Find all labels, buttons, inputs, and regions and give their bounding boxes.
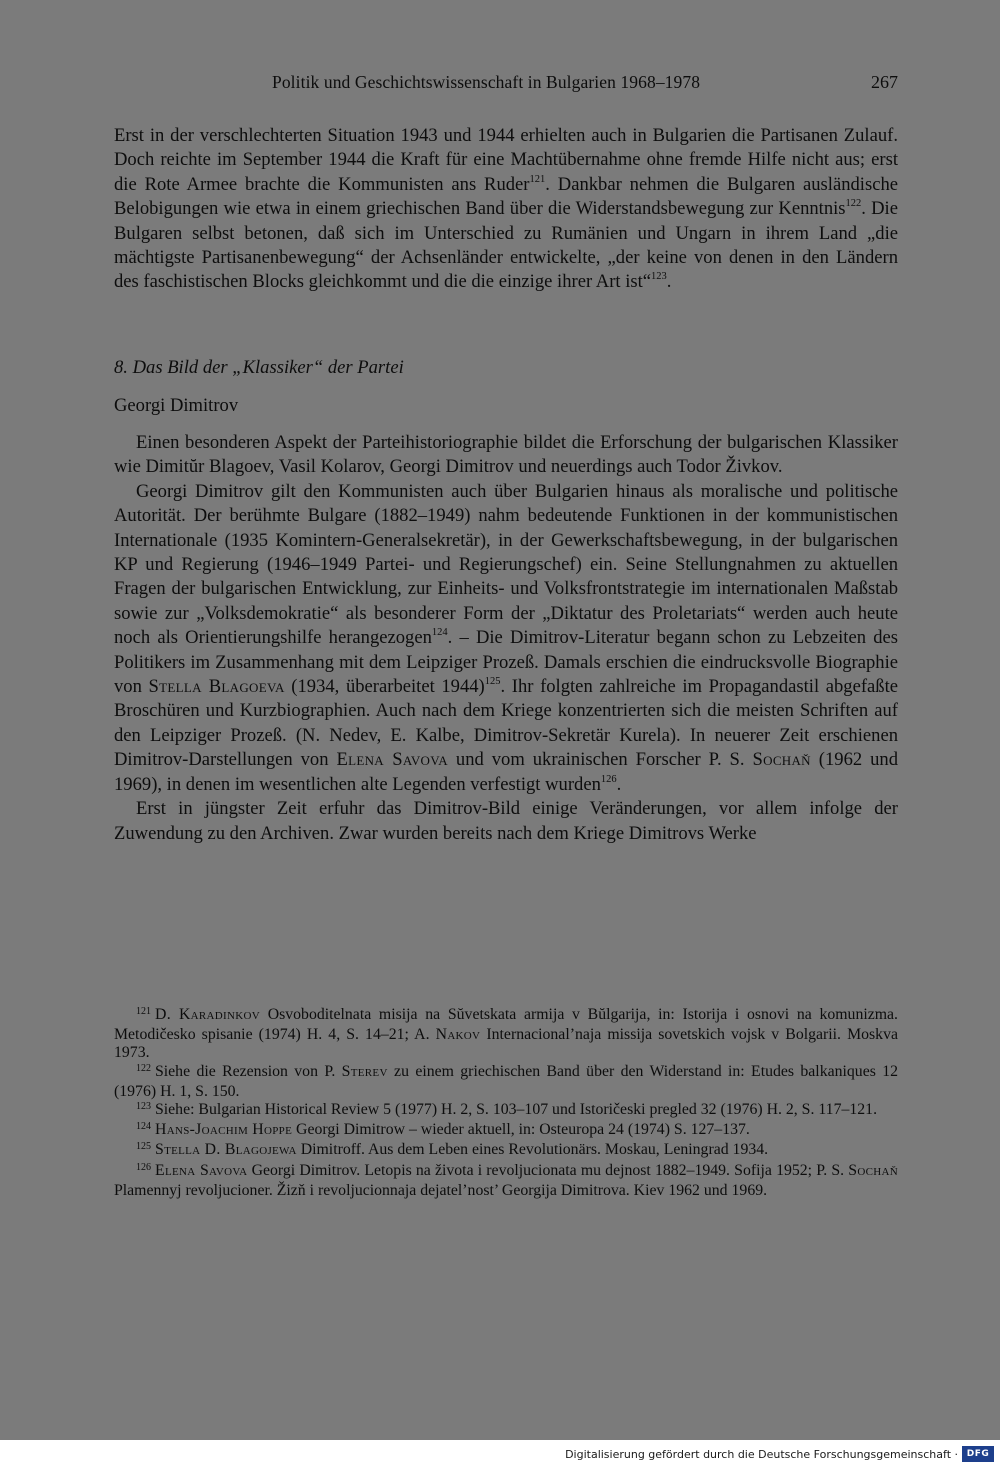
author-name: Sochaň (848, 1161, 898, 1179)
footnote-text: Siehe: Bulgarian Historical Review 5 (1977) H. 2, S. 103–107 und Istoričeski pregled 32 (1976) H. 2, S. 117–121. (155, 1101, 878, 1119)
text-segment: und vom ukrainischen Forscher P. S. (447, 749, 753, 771)
author-name: D. Karadinkov (155, 1006, 260, 1023)
footnote-text: Georgi Dimitrov. Letopis na života i revoljucionata mu dejnost 1882–1949. Sofija 1952; P. S. (247, 1161, 849, 1179)
text-segment: Erst in der verschlechterten Situation 1943 und 1944 erhielten auch in Bulgarien die Partisanen Zulauf. Doch reichte im September 1944 die Kraft für eine Machtübernahme ohne fremde Hilfe nicht aus; erst die Rote Armee brachte die Kommunisten ans Ruder (114, 125, 898, 195)
footnote-ref-121[interactable]: 121 (529, 173, 546, 185)
footnote-126 (114, 1162, 898, 1200)
footnote-ref-123[interactable]: 123 (651, 271, 667, 283)
author-name: Elena Savova (336, 749, 448, 771)
paragraph-dimitrov (114, 480, 898, 797)
text-segment: . (666, 271, 672, 293)
author-name: Stella D. Blagojewa (155, 1141, 297, 1159)
footnote-123 (114, 1101, 898, 1121)
author-name: Elena Savova (155, 1161, 248, 1179)
footnote-number: 122 (136, 1062, 151, 1074)
paragraph-partisans (114, 124, 898, 295)
page-number: 267 (871, 72, 898, 92)
footnote-text: Plamennyj revoljucioner. Žizň i revoljucionnaja dejatel’nost’ Georgija Dimitrova. Kiev 1962 und 1969. (114, 1181, 768, 1199)
author-name: Stella Blagoeva (148, 676, 285, 698)
text-segment: . Die Bulgaren selbst betonen, daß sich im Unterschied zu Rumänien und Ungarn in ihrem Land „die mächtigste Partisanenbewegung“ der Achsenländer entwickelte, „der keine von denen in den Ländern des faschistischen Blocks gleichkommt und die die einzige ihrer Art ist“ (114, 198, 898, 293)
footnote-text: Dimitroff. Aus dem Leben eines Revolutionärs. Moskau, Leningrad 1934. (296, 1141, 769, 1159)
text-segment: Georgi Dimitrov gilt den Kommunisten auch über Bulgarien hinaus als moralische und politische Autorität. Der berühmte Bulgare (1882–1949) nahm bedeutende Funktionen in der kommunistischen Internationale (1935 Komintern-Generalsekretär), in der Gewerkschaftsbewegung, in der bulgarischen KP und Regierung (1946–1949 Partei- und Regierungschef) ein. Seine Stellungnahmen zu aktuellen Fragen der bulgarischen Entwicklung, zur Einheits- und Volksfrontstrategie im internationalen Maßstab sowie zur „Volksdemokratie“ als besonderer Form der „Diktatur des Proletariats“ werden auch heute noch als Orientierungshilfe herangezogen (114, 480, 898, 649)
running-header (114, 72, 898, 96)
main-text-block (114, 431, 898, 846)
footnote-ref-124[interactable]: 124 (431, 627, 448, 639)
footnote-124 (114, 1121, 898, 1141)
text-segment: (1934, überarbeitet 1944) (284, 676, 485, 698)
footnote-text: Siehe die Rezension von P. (155, 1062, 342, 1080)
text-segment: . Ihr folgten zahlreiche im Propagandastil abgefaßte Broschüren und Kurzbiographien. Auch nach dem Kriege konzentrierten sich die meisten Schriften auf den Leipziger Prozeß. (N. Nedev, E. Kalbe, Dimitrov-Sekretär Kurela). In neuerer Zeit erschienen Dimitrov-Darstellungen von (114, 676, 898, 771)
section-heading: 8. Das Bild der „Klassiker“ der Partei (114, 357, 404, 378)
author-name: Hans-Joachim Hoppe (155, 1121, 293, 1139)
footnote-number: 124 (136, 1121, 151, 1133)
digitization-footer (0, 1440, 1000, 1470)
text-segment: (1962 und 1969), in denen im wesentlichen alte Legenden verfestigt wurden (114, 749, 899, 795)
paragraph-klassiker: Einen besonderen Aspekt der Parteihistoriographie bildet die Erforschung der bulgarischen Klassiker wie Dimitŭr Blagoev, Vasil Kolarov, Georgi Dimitrov und neuerdings auch Todor Živkov. (114, 432, 898, 478)
footnote-text: zu einem griechischen Band über den Widerstand in: Etudes balkaniques 12 (1976) H. 1, S. 150. (114, 1062, 899, 1100)
footnote-text: Osvoboditelnata misija na Sŭvetskata armija v Bŭlgarija, in: Istorija i osnovi na komunizma. Metodičesko spisanie (1974) H. 4, S. 14–21; A. (114, 1006, 898, 1044)
text-segment: . (616, 773, 622, 795)
footnote-ref-126[interactable]: 126 (600, 773, 617, 785)
footnotes (114, 1006, 898, 1200)
footnote-text: Georgi Dimitrow – wieder aktuell, in: Osteuropa 24 (1974) S. 127–137. (292, 1121, 750, 1139)
footnote-number: 123 (136, 1101, 151, 1113)
author-name: Sterev (341, 1062, 388, 1080)
footnote-ref-125[interactable]: 125 (484, 675, 501, 687)
footnote-ref-122[interactable]: 122 (845, 198, 862, 210)
header-title: Politik und Geschichtswissenschaft in Bulgarien 1968–1978 (272, 72, 701, 92)
funding-credit: Digitalisierung gefördert durch die Deutsche Forschungsgemeinschaft · (565, 1448, 958, 1461)
text-segment: . – Die Dimitrov-Literatur begann schon zu Lebzeiten des Politikers im Zusammenhang mit dem Leipziger Prozeß. Damals erschien die eindrucksvolle Biographie von (114, 627, 898, 698)
paragraph-archives: Erst in jüngster Zeit erfuhr das Dimitrov-Bild einige Veränderungen, vor allem infolge der Zuwendung zu den Archiven. Zwar wurden bereits nach dem Kriege Dimitrovs Werke (114, 798, 898, 844)
footnote-number: 121 (136, 1006, 151, 1017)
footnote-125 (114, 1141, 898, 1161)
author-name: Nakov (435, 1026, 481, 1044)
dfg-logo-icon[interactable]: DFG (962, 1446, 994, 1462)
footnote-number: 125 (136, 1141, 151, 1153)
author-name: Sochaň (752, 749, 811, 771)
footnote-122 (114, 1063, 898, 1101)
footnote-text: Internacional’naja missija sovetskich vojsk v Bolgarii. Moskva 1973. (114, 1026, 898, 1062)
subsection-heading: Georgi Dimitrov (114, 395, 239, 416)
footnote-number: 126 (136, 1161, 151, 1173)
footnote-121 (114, 1006, 898, 1063)
text-segment: . Dankbar nehmen die Bulgaren ausländische Belobigungen wie etwa in einem griechischen Band über die Widerstandsbewegung zur Kenntnis (114, 173, 898, 220)
